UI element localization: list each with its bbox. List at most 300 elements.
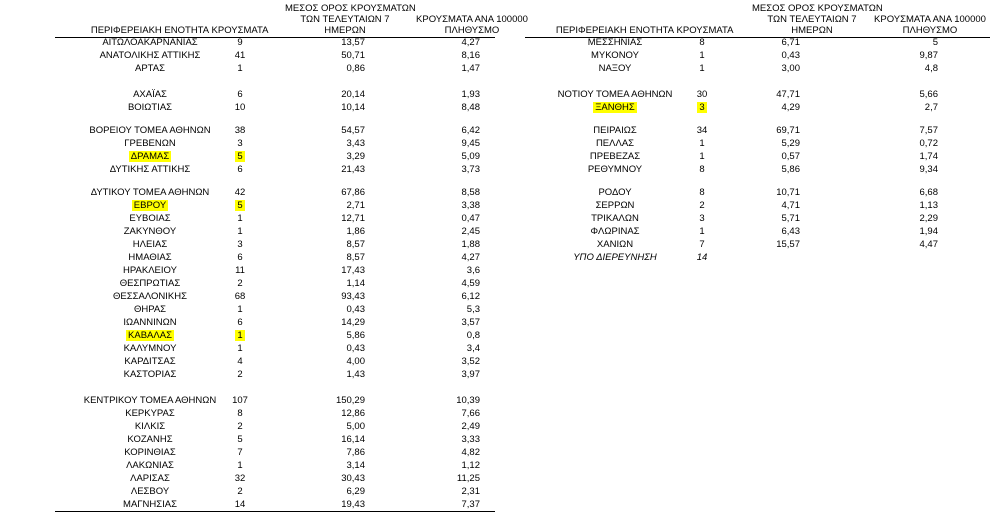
row-left_rows-13-region-text: ΗΛΕΙΑΣ — [132, 239, 168, 250]
row-left_rows-9-cases-text: 42 — [234, 187, 246, 198]
row-left_rows-3-cases-text: 6 — [237, 89, 243, 100]
row-left_rows-6-cases-text: 3 — [237, 138, 243, 149]
row-left_rows-4-cases-text: 10 — [234, 102, 246, 113]
row-right_rows-3-avg-text: 47,71 — [776, 89, 800, 100]
row-right_rows-3-region-text: ΝΟΤΙΟΥ ΤΟΜΕΑ ΑΘΗΝΩΝ — [557, 89, 673, 100]
row-left_rows-23-cases-text: 2 — [237, 369, 243, 380]
row-left_rows-12-avg — [325, 226, 365, 238]
row-left_rows-2-cases — [210, 63, 270, 75]
row-left_rows-13-cases — [210, 239, 270, 251]
row-left_rows-17-cases — [210, 291, 270, 303]
row-left_rows-10-avg-text: 2,71 — [346, 200, 365, 211]
row-left_rows-2-region-text: ΑΡΤΑΣ — [135, 63, 165, 74]
row-left_rows-32-cases-text: 14 — [234, 499, 246, 510]
row-left_rows-9-avg-text: 67,86 — [341, 187, 365, 198]
row-left_rows-22-cases — [210, 356, 270, 368]
row-left_rows-25-cases — [210, 408, 270, 420]
row-left_rows-26-cases — [210, 421, 270, 433]
row-left_rows-30-avg-text: 30,43 — [341, 473, 365, 484]
row-left_rows-27-per100k-text: 3,33 — [461, 434, 480, 445]
row-left_rows-20-avg — [325, 330, 365, 342]
row-right_rows-7-avg-text: 0,57 — [781, 151, 800, 162]
row-right_rows-3-avg — [760, 89, 800, 101]
row-left_rows-12-per100k-text: 2,45 — [461, 226, 480, 237]
left-header-region: ΠΕΡΙΦΕΡΕΙΑΚΗ ΕΝΟΤΗΤΑ — [90, 25, 210, 36]
row-left_rows-15-region-text: ΗΡΑΚΛΕΙΟΥ — [123, 265, 177, 276]
row-left_rows-10-region-text: ΕΒΡΟΥ — [133, 200, 167, 211]
row-left_rows-15-per100k — [440, 265, 480, 277]
row-left_rows-10-per100k — [440, 200, 480, 212]
row-left_rows-15-avg — [325, 265, 365, 277]
row-left_rows-30-region-text: ΛΑΡΙΣΑΣ — [130, 473, 170, 484]
row-left_rows-31-region-text: ΛΕΣΒΟΥ — [130, 486, 170, 497]
row-left_rows-16-cases — [210, 278, 270, 290]
row-right_rows-9-avg — [760, 187, 800, 199]
row-left_rows-25-avg — [325, 408, 365, 420]
right-header-cases: ΚΡΟΥΣΜΑΤΑ — [676, 25, 734, 36]
row-right_rows-10-avg-text: 4,71 — [781, 200, 800, 211]
row-right_rows-0-per100k-text: 5 — [932, 37, 938, 48]
row-left_rows-24-per100k-text: 10,39 — [456, 395, 480, 406]
row-left_rows-10-per100k-text: 3,38 — [461, 200, 480, 211]
left-header-cases: ΚΡΟΥΣΜΑΤΑ — [211, 25, 269, 36]
row-left_rows-1-per100k-text: 8,16 — [461, 50, 480, 61]
row-left_rows-17-per100k-text: 6,12 — [461, 291, 480, 302]
row-right_rows-0-cases — [672, 37, 732, 49]
row-right_rows-5-per100k — [898, 125, 938, 137]
row-left_rows-21-avg — [325, 343, 365, 355]
row-left_rows-20-cases-text: 1 — [237, 330, 243, 341]
right-header-avg-1: ΜΕΣΟΣ ΟΡΟΣ ΚΡΟΥΣΜΑΤΩΝ — [752, 3, 883, 14]
row-right_rows-11-avg — [760, 213, 800, 225]
row-right_rows-13-per100k-text: 4,47 — [919, 239, 938, 250]
row-left_rows-15-cases — [210, 265, 270, 277]
row-left_rows-22-avg — [325, 356, 365, 368]
row-left_rows-7-avg-text: 3,29 — [346, 151, 365, 162]
row-left_rows-12-per100k — [440, 226, 480, 238]
row-left_rows-2-cases-text: 1 — [237, 63, 243, 74]
row-right_rows-5-cases-text: 34 — [696, 125, 708, 136]
row-left_rows-18-avg-text: 0,43 — [346, 304, 365, 315]
row-left_rows-3-cases — [210, 89, 270, 101]
row-right_rows-1-avg-text: 0,43 — [781, 50, 800, 61]
row-left_rows-18-per100k — [440, 304, 480, 316]
row-left_rows-27-region-text: ΚΟΖΑΝΗΣ — [127, 434, 173, 445]
row-left_rows-15-cases-text: 11 — [235, 265, 245, 276]
row-left_rows-26-region-text: ΚΙΛΚΙΣ — [134, 421, 166, 432]
row-left_rows-27-avg — [325, 434, 365, 446]
row-left_rows-1-cases-text: 41 — [234, 50, 246, 61]
row-left_rows-19-cases — [210, 317, 270, 329]
row-left_rows-11-per100k — [440, 213, 480, 225]
left-header-avg-2: ΤΩΝ ΤΕΛΕΥΤΑΙΩΝ 7 — [300, 14, 390, 25]
row-right_rows-10-cases-text: 2 — [699, 200, 705, 211]
row-left_rows-18-cases — [210, 304, 270, 316]
row-left_rows-26-cases-text: 2 — [237, 421, 243, 432]
row-left_rows-7-avg — [325, 151, 365, 163]
row-right_rows-13-region-text: ΧΑΝΙΩΝ — [596, 239, 634, 250]
row-left_rows-8-avg-text: 21,43 — [341, 164, 365, 175]
row-left_rows-32-per100k — [440, 499, 480, 511]
row-left_rows-14-per100k — [440, 252, 480, 264]
row-right_rows-0-per100k — [898, 37, 938, 49]
row-right_rows-10-region-text: ΣΕΡΡΩΝ — [595, 200, 635, 211]
row-left_rows-0-region-text: ΑΙΤΩΛΟΑΚΑΡΝΑΝΙΑΣ — [102, 37, 198, 48]
row-right_rows-10-per100k-text: 1,13 — [919, 200, 938, 211]
row-right_rows-4-cases-text: 3 — [699, 102, 705, 113]
left-header-avg-3: ΗΜΕΡΩΝ — [324, 25, 366, 36]
row-left_rows-11-per100k-text: 0,47 — [461, 213, 480, 224]
row-left_rows-8-per100k-text: 3,73 — [461, 164, 480, 175]
row-left_rows-32-avg-text: 19,43 — [341, 499, 365, 510]
row-left_rows-12-avg-text: 1,86 — [346, 226, 365, 237]
row-left_rows-9-cases — [210, 187, 270, 199]
row-left_rows-20-region-text: ΚΑΒΑΛΑΣ — [128, 330, 172, 341]
row-right_rows-2-avg-text: 3,00 — [781, 63, 800, 74]
row-left_rows-2-per100k-text: 1,47 — [461, 63, 480, 74]
row-left_rows-17-avg — [325, 291, 365, 303]
row-left_rows-28-cases-text: 7 — [237, 447, 243, 458]
row-right_rows-2-per100k-text: 4,8 — [924, 63, 938, 74]
row-left_rows-5-avg — [325, 125, 365, 137]
row-right_rows-12-per100k-text: 1,94 — [919, 226, 938, 237]
row-left_rows-3-per100k — [440, 89, 480, 101]
row-right_rows-12-region-text: ΦΛΩΡΙΝΑΣ — [590, 226, 640, 237]
row-left_rows-23-avg-text: 1,43 — [346, 369, 365, 380]
row-right_rows-9-avg-text: 10,71 — [776, 187, 800, 198]
row-right_rows-6-cases — [672, 138, 732, 150]
row-right_rows-12-avg-text: 6,43 — [781, 226, 800, 237]
row-right_rows-6-cases-text: 1 — [699, 138, 705, 149]
row-left_rows-16-cases-text: 2 — [237, 278, 243, 289]
row-left_rows-24-avg — [325, 395, 365, 407]
row-right_rows-9-per100k-text: 6,68 — [919, 187, 938, 198]
row-right_rows-3-per100k — [898, 89, 938, 101]
row-left_rows-4-region-text: ΒΟΙΩΤΙΑΣ — [127, 102, 173, 113]
left-header-per100k-1: ΚΡΟΥΣΜΑΤΑ ΑΝΑ 100000 — [416, 14, 528, 25]
row-left_rows-16-avg — [325, 278, 365, 290]
row-left_rows-0-cases — [210, 37, 270, 49]
row-right_rows-4-cases — [672, 102, 732, 114]
row-left_rows-31-avg-text: 6,29 — [346, 486, 365, 497]
row-left_rows-13-per100k-text: 1,88 — [461, 239, 480, 250]
row-right_rows-9-cases-text: 8 — [699, 187, 705, 198]
row-right_rows-10-avg — [760, 200, 800, 212]
row-right_rows-7-cases-text: 1 — [699, 151, 705, 162]
row-left_rows-3-avg-text: 20,14 — [341, 89, 365, 100]
row-left_rows-6-avg — [325, 138, 365, 150]
row-right_rows-9-cases — [672, 187, 732, 199]
row-right_rows-0-cases-text: 8 — [699, 37, 705, 48]
row-right_rows-1-region-text: ΜΥΚΟΝΟΥ — [591, 50, 639, 61]
row-left_rows-3-region-text: ΑΧΑΪΑΣ — [133, 89, 167, 100]
row-left_rows-0-per100k — [440, 37, 480, 49]
row-left_rows-22-avg-text: 4,00 — [346, 356, 365, 367]
row-right_rows-8-per100k — [898, 164, 938, 176]
row-left_rows-19-per100k-text: 3,57 — [461, 317, 480, 328]
row-right_rows-13-per100k — [898, 239, 938, 251]
row-right_rows-10-per100k — [898, 200, 938, 212]
row-right_rows-8-avg-text: 5,86 — [781, 164, 800, 175]
row-left_rows-28-per100k — [440, 447, 480, 459]
row-right_rows-5-avg-text: 69,71 — [776, 125, 800, 136]
row-left_rows-15-per100k-text: 3,6 — [466, 265, 480, 276]
row-left_rows-26-per100k-text: 2,49 — [461, 421, 480, 432]
row-left_rows-13-avg-text: 8,57 — [346, 239, 365, 250]
row-right_rows-3-cases-text: 30 — [696, 89, 708, 100]
row-left_rows-6-region-text: ΓΡΕΒΕΝΩΝ — [124, 138, 176, 149]
row-left_rows-3-avg — [325, 89, 365, 101]
row-right_rows-4-avg — [760, 102, 800, 114]
row-left_rows-5-per100k — [440, 125, 480, 137]
row-left_rows-7-cases-text: 5 — [237, 151, 243, 162]
row-left_rows-17-per100k — [440, 291, 480, 303]
row-right_rows-8-per100k-text: 9,34 — [919, 164, 938, 175]
row-right_rows-8-avg — [760, 164, 800, 176]
row-right_rows-8-cases — [672, 164, 732, 176]
right-header-avg-2: ΤΩΝ ΤΕΛΕΥΤΑΙΩΝ 7 — [767, 14, 857, 25]
row-left_rows-22-region-text: ΚΑΡΔΙΤΣΑΣ — [124, 356, 176, 367]
row-left_rows-32-region-text: ΜΑΓΝΗΣΙΑΣ — [123, 499, 177, 510]
row-left_rows-20-cases — [210, 330, 270, 342]
row-right_rows-9-region-text: ΡΟΔΟΥ — [598, 187, 632, 198]
row-left_rows-12-cases — [210, 226, 270, 238]
row-left_rows-21-cases-text: 1 — [237, 343, 243, 354]
row-left_rows-24-cases-text: 107 — [232, 395, 248, 406]
row-right_rows-2-avg — [760, 63, 800, 75]
row-left_rows-29-cases — [210, 460, 270, 472]
left-header-avg-1: ΜΕΣΟΣ ΟΡΟΣ ΚΡΟΥΣΜΑΤΩΝ — [285, 3, 416, 14]
row-right_rows-1-per100k — [898, 50, 938, 62]
row-left_rows-30-per100k — [440, 473, 480, 485]
row-left_rows-23-avg — [325, 369, 365, 381]
row-left_rows-8-avg — [325, 164, 365, 176]
row-left_rows-14-avg-text: 8,57 — [346, 252, 365, 263]
row-left_rows-20-avg-text: 5,86 — [346, 330, 365, 341]
row-left_rows-12-region-text: ΖΑΚΥΝΘΟΥ — [123, 226, 177, 237]
row-left_rows-2-avg — [325, 63, 365, 75]
row-left_rows-26-avg-text: 5,00 — [346, 421, 365, 432]
row-right_rows-13-cases — [672, 239, 732, 251]
row-left_rows-30-avg — [325, 473, 365, 485]
row-right_rows-5-cases — [672, 125, 732, 137]
row-left_rows-31-per100k — [440, 486, 480, 498]
row-left_rows-26-per100k — [440, 421, 480, 433]
row-left_rows-5-region-text: ΒΟΡΕΙΟΥ ΤΟΜΕΑ ΑΘΗΝΩΝ — [89, 125, 211, 136]
row-left_rows-25-per100k — [440, 408, 480, 420]
row-left_rows-1-cases — [210, 50, 270, 62]
row-right_rows-8-cases-text: 8 — [699, 164, 705, 175]
row-left_rows-28-avg — [325, 447, 365, 459]
row-right_rows-11-avg-text: 5,71 — [781, 213, 800, 224]
row-left_rows-4-cases — [210, 102, 270, 114]
row-left_rows-18-per100k-text: 5,3 — [466, 304, 480, 315]
row-right_rows-0-avg — [760, 37, 800, 49]
row-right_rows-4-region-text: ΞΑΝΘΗΣ — [595, 102, 635, 113]
row-left_rows-25-avg-text: 12,86 — [341, 408, 365, 419]
row-right_rows-6-per100k-text: 0,72 — [919, 138, 938, 149]
row-left_rows-13-cases-text: 3 — [237, 239, 243, 250]
row-left_rows-4-avg-text: 10,14 — [341, 102, 365, 113]
row-left_rows-27-cases-text: 5 — [237, 434, 243, 445]
row-left_rows-32-per100k-text: 7,37 — [461, 499, 480, 510]
row-left_rows-27-cases — [210, 434, 270, 446]
row-left_rows-30-cases — [210, 473, 270, 485]
row-right_rows-1-cases-text: 1 — [699, 50, 705, 61]
row-left_rows-25-region-text: ΚΕΡΚΥΡΑΣ — [125, 408, 175, 419]
row-right_rows-13-avg-text: 15,57 — [776, 239, 800, 250]
row-left_rows-9-avg — [325, 187, 365, 199]
row-left_rows-29-cases-text: 1 — [237, 460, 243, 471]
row-left_rows-29-per100k — [440, 460, 480, 472]
row-left_rows-25-per100k-text: 7,66 — [461, 408, 480, 419]
row-left_rows-30-per100k-text: 11,25 — [456, 473, 480, 484]
row-left_rows-21-avg-text: 0,43 — [346, 343, 365, 354]
row-left_rows-18-avg — [325, 304, 365, 316]
row-left_rows-13-avg — [325, 239, 365, 251]
row-right_rows-7-per100k — [898, 151, 938, 163]
row-right_rows-10-cases — [672, 200, 732, 212]
row-left_rows-27-per100k — [440, 434, 480, 446]
row-left_rows-7-cases — [210, 151, 270, 163]
row-left_rows-18-cases-text: 1 — [237, 304, 243, 315]
row-right_rows-11-per100k — [898, 213, 938, 225]
row-left_rows-5-avg-text: 54,57 — [341, 125, 365, 136]
row-left_rows-3-per100k-text: 1,93 — [461, 89, 480, 100]
row-right_rows-14-cases-text: 14 — [696, 252, 708, 263]
row-left_rows-16-per100k — [440, 278, 480, 290]
right-header-per100k-1: ΚΡΟΥΣΜΑΤΑ ΑΝΑ 100000 — [874, 14, 986, 25]
row-left_rows-9-per100k-text: 8,58 — [461, 187, 480, 198]
row-left_rows-11-region-text: ΕΥΒΟΙΑΣ — [129, 213, 171, 224]
row-left_rows-31-cases — [210, 486, 270, 498]
row-left_rows-12-cases-text: 1 — [237, 226, 243, 237]
row-left_rows-1-region-text: ΑΝΑΤΟΛΙΚΗΣ ΑΤΤΙΚΗΣ — [99, 50, 201, 61]
row-left_rows-9-region-text: ΔΥΤΙΚΟΥ ΤΟΜΕΑ ΑΘΗΝΩΝ — [90, 187, 210, 198]
row-left_rows-28-region-text: ΚΟΡΙΝΘΙΑΣ — [124, 447, 176, 458]
row-right_rows-7-region-text: ΠΡΕΒΕΖΑΣ — [589, 151, 641, 162]
row-right_rows-1-per100k-text: 9,87 — [919, 50, 938, 61]
row-left_rows-10-cases-text: 5 — [237, 200, 243, 211]
row-right_rows-0-region-text: ΜΕΣΣΗΝΙΑΣ — [587, 37, 643, 48]
row-left_rows-17-region-text: ΘΕΣΣΑΛΟΝΙΚΗΣ — [113, 291, 187, 302]
row-left_rows-5-per100k-text: 6,42 — [461, 125, 480, 136]
row-left_rows-16-avg-text: 1,14 — [346, 278, 365, 289]
row-left_rows-19-region-text: ΙΩΑΝΝΙΝΩΝ — [123, 317, 177, 328]
row-left_rows-17-cases-text: 68 — [234, 291, 246, 302]
row-right_rows-11-per100k-text: 2,29 — [919, 213, 938, 224]
row-left_rows-4-per100k-text: 8,48 — [461, 102, 480, 113]
row-left_rows-23-region-text: ΚΑΣΤΟΡΙΑΣ — [123, 369, 177, 380]
row-right_rows-7-cases — [672, 151, 732, 163]
row-right_rows-13-cases-text: 7 — [699, 239, 705, 250]
row-right_rows-8-region-text: ΡΕΘΥΜΝΟΥ — [587, 164, 643, 175]
row-left_rows-20-per100k-text: 0,8 — [466, 330, 480, 341]
row-left_rows-11-avg — [325, 213, 365, 225]
row-left_rows-27-avg-text: 16,14 — [341, 434, 365, 445]
row-left_rows-6-cases — [210, 138, 270, 150]
row-left_rows-13-per100k — [440, 239, 480, 251]
row-left_rows-5-cases-text: 38 — [234, 125, 246, 136]
row-left_rows-4-per100k — [440, 102, 480, 114]
row-left_rows-4-avg — [325, 102, 365, 114]
row-right_rows-14-region-text: ΥΠΟ ΔΙΕΡΕΥΝΗΣΗ — [573, 252, 657, 263]
row-left_rows-7-per100k — [440, 151, 480, 163]
row-left_rows-32-cases — [210, 499, 270, 511]
row-left_rows-31-avg — [325, 486, 365, 498]
row-right_rows-13-avg — [760, 239, 800, 251]
row-left_rows-11-avg-text: 12,71 — [341, 213, 365, 224]
row-left_rows-18-region-text: ΘΗΡΑΣ — [133, 304, 167, 315]
row-left_rows-1-per100k — [440, 50, 480, 62]
row-left_rows-19-avg-text: 14,29 — [341, 317, 365, 328]
row-right_rows-5-region-text: ΠΕΙΡΑΙΩΣ — [593, 125, 637, 136]
row-left_rows-22-per100k-text: 3,52 — [461, 356, 480, 367]
row-right_rows-0-avg-text: 6,71 — [781, 37, 800, 48]
row-left_rows-16-region-text: ΘΕΣΠΡΩΤΙΑΣ — [119, 278, 181, 289]
row-left_rows-23-per100k — [440, 369, 480, 381]
right-header-per100k-2: ΠΛΗΘΥΣΜΟ — [902, 25, 958, 36]
row-left_rows-1-avg — [325, 50, 365, 62]
row-left_rows-8-region-text: ΔΥΤΙΚΗΣ ΑΤΤΙΚΗΣ — [109, 164, 191, 175]
row-left_rows-24-avg-text: 150,29 — [335, 395, 365, 406]
row-left_rows-29-avg-text: 3,14 — [346, 460, 365, 471]
row-left_rows-31-per100k-text: 2,31 — [461, 486, 480, 497]
row-left_rows-11-cases — [210, 213, 270, 225]
left-bottom-rule — [55, 511, 495, 512]
row-left_rows-20-per100k — [440, 330, 480, 342]
row-right_rows-1-cases — [672, 50, 732, 62]
row-left_rows-28-avg-text: 7,86 — [346, 447, 365, 458]
row-right_rows-4-avg-text: 4,29 — [781, 102, 800, 113]
row-left_rows-23-per100k-text: 3,97 — [461, 369, 480, 380]
row-left_rows-10-cases — [210, 200, 270, 212]
row-right_rows-3-cases — [672, 89, 732, 101]
row-right_rows-2-cases-text: 1 — [699, 63, 705, 74]
row-left_rows-9-per100k — [440, 187, 480, 199]
row-left_rows-6-per100k-text: 9,45 — [461, 138, 480, 149]
row-left_rows-17-avg-text: 93,43 — [341, 291, 365, 302]
row-right_rows-11-cases — [672, 213, 732, 225]
row-left_rows-0-avg — [325, 37, 365, 49]
row-left_rows-14-region-text: ΗΜΑΘΙΑΣ — [128, 252, 172, 263]
row-left_rows-0-avg-text: 13,57 — [341, 37, 365, 48]
row-right_rows-12-cases — [672, 226, 732, 238]
row-left_rows-21-per100k-text: 3,4 — [466, 343, 480, 354]
row-left_rows-5-cases — [210, 125, 270, 137]
right-header-region: ΠΕΡΙΦΕΡΕΙΑΚΗ ΕΝΟΤΗΤΑ — [555, 25, 675, 36]
row-right_rows-7-per100k-text: 1,74 — [919, 151, 938, 162]
row-left_rows-0-per100k-text: 4,27 — [461, 37, 480, 48]
row-right_rows-14-cases — [672, 252, 732, 264]
row-left_rows-25-cases-text: 8 — [237, 408, 243, 419]
row-left_rows-29-per100k-text: 1,12 — [461, 460, 480, 471]
row-left_rows-8-cases — [210, 164, 270, 176]
row-right_rows-2-per100k — [898, 63, 938, 75]
row-right_rows-12-per100k — [898, 226, 938, 238]
row-left_rows-14-avg — [325, 252, 365, 264]
row-right_rows-5-avg — [760, 125, 800, 137]
row-left_rows-14-cases — [210, 252, 270, 264]
row-right_rows-7-avg — [760, 151, 800, 163]
row-left_rows-24-per100k — [440, 395, 480, 407]
row-left_rows-11-cases-text: 1 — [237, 213, 243, 224]
row-right_rows-6-avg-text: 5,29 — [781, 138, 800, 149]
row-right_rows-4-per100k-text: 2,7 — [924, 102, 938, 113]
row-left_rows-6-per100k — [440, 138, 480, 150]
row-left_rows-32-avg — [325, 499, 365, 511]
row-left_rows-28-cases — [210, 447, 270, 459]
